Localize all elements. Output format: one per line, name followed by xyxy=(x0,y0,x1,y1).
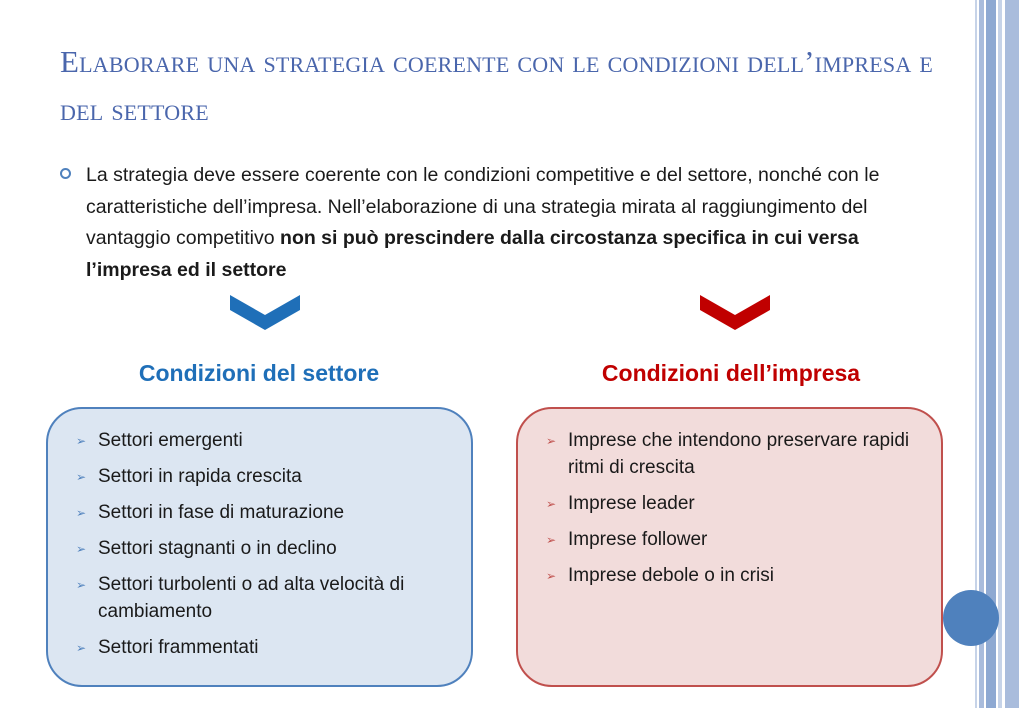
list-item xyxy=(74,571,445,625)
list-item-text: Settori stagnanti o in declino xyxy=(98,538,337,559)
arrowhead-right-icon: ➢ xyxy=(76,542,87,556)
impresa-list xyxy=(544,427,915,589)
list-item-text: Imprese che intendono preservare rapidi ritmi di crescita xyxy=(568,430,910,478)
main-bullet xyxy=(60,160,920,286)
decorative-circle xyxy=(943,590,999,646)
arrowhead-right-icon: ➢ xyxy=(76,578,87,592)
list-item-text: Imprese debole o in crisi xyxy=(568,565,774,586)
list-item xyxy=(544,526,915,553)
list-item xyxy=(74,463,445,490)
list-item xyxy=(544,427,915,481)
bullet-text xyxy=(86,160,920,286)
arrowhead-right-icon: ➢ xyxy=(546,434,557,448)
arrowhead-right-icon: ➢ xyxy=(76,506,87,520)
list-item xyxy=(544,562,915,589)
list-item xyxy=(544,490,915,517)
arrowhead-right-icon: ➢ xyxy=(546,533,557,547)
arrowhead-right-icon: ➢ xyxy=(76,434,87,448)
arrowhead-right-icon: ➢ xyxy=(546,497,557,511)
slide-title: Elaborare una strategia coerente con le condizioni dell’impresa e del settore xyxy=(60,44,933,127)
bullet-text-normal: La strategia deve essere coerente con le condizioni competitive e del settore, nonché con le caratteristiche dell’impresa. Nell’elaborazione di una strategia mirata al raggiungimento del vantaggio competitivo xyxy=(86,164,880,249)
arrowhead-right-icon: ➢ xyxy=(546,569,557,583)
ring-bullet-icon xyxy=(60,168,71,179)
arrowhead-right-icon: ➢ xyxy=(76,470,87,484)
heading-condizioni-impresa: Condizioni dell’impresa xyxy=(601,360,861,386)
list-item xyxy=(74,427,445,454)
list-item-text: Settori in rapida crescita xyxy=(98,466,302,487)
list-item-text: Settori in fase di maturazione xyxy=(98,502,345,523)
chevron-down-icon xyxy=(230,293,300,333)
list-item xyxy=(74,535,445,562)
list-item-text: Imprese leader xyxy=(568,493,695,514)
bullet-text-bold: non si può prescindere dalla circostanza specifica in cui versa l’impresa ed il settore xyxy=(86,227,859,281)
list-item-text: Settori emergenti xyxy=(98,430,243,451)
settore-conditions-box xyxy=(46,407,473,687)
list-item xyxy=(74,634,445,661)
chevron-down-icon xyxy=(700,293,770,333)
list-item xyxy=(74,499,445,526)
settore-list xyxy=(74,427,445,661)
list-item-text: Settori frammentati xyxy=(98,637,259,658)
heading-condizioni-settore: Condizioni del settore xyxy=(138,360,380,386)
list-item-text: Settori turbolenti o ad alta velocità di cambiamento xyxy=(98,574,405,622)
impresa-conditions-box xyxy=(516,407,943,687)
list-item-text: Imprese follower xyxy=(568,529,708,550)
arrowhead-right-icon: ➢ xyxy=(76,641,87,655)
